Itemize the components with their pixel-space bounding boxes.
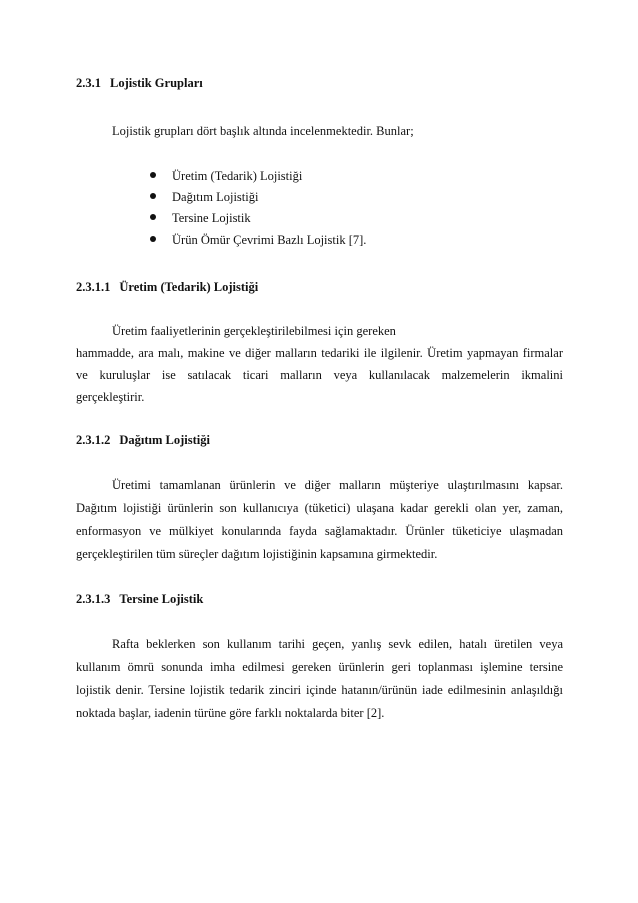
bullet-icon (150, 193, 156, 199)
list-item-label: Tersine Lojistik (172, 211, 251, 225)
paragraph-line: Dağıtım lojistiği ürünlerin son kullanıcıya (tüketici) ulaşana kadar gerekli olan yer, zaman, (76, 501, 563, 515)
list-item (150, 169, 303, 184)
list-item-label: Üretim (Tedarik) Lojistiği (172, 169, 303, 183)
paragraph-line: Üretim faaliyetlerinin gerçekleştirilebilmesi için gereken (112, 324, 396, 338)
paragraph-line: Lojistik grupları dört başlık altında incelenmektedir. Bunlar; (112, 124, 414, 138)
paragraph-line: kullanım ömrü sonunda imha edilmesi gereken ürünlerin geri toplanması işlemine tersine (76, 660, 563, 674)
paragraph-line: hammadde, ara malı, makine ve diğer malların tedariki ile ilgilenir. Üretim yapmayan firmalar (76, 346, 563, 360)
section-title: Üretim (Tedarik) Lojistiği (119, 280, 259, 294)
section-number: 2.3.1.2 (76, 433, 111, 447)
section-title: Lojistik Grupları (110, 76, 203, 90)
paragraph-line: gerçekleştirilen tüm süreçler dağıtım lojistiğinin kapsamına girmektedir. (76, 547, 438, 561)
paragraph-line: Rafta beklerken son kullanım tarihi geçen, yanlış sevk edilen, hatalı üretilen veya (112, 637, 563, 651)
section-heading-2-3-1-3 (76, 592, 203, 607)
paragraph-line: lojistik denir. Tersine lojistik tedarik zinciri içinde hatanın/ürünün iade edilmesinin anlaşıldığı (76, 683, 563, 697)
section-title: Tersine Lojistik (119, 592, 204, 606)
bullet-icon (150, 214, 156, 220)
paragraph-line: noktada başlar, iadenin türüne göre farklı noktalarda biter [2]. (76, 706, 385, 720)
bullet-icon (150, 172, 156, 178)
list-item-label: Dağıtım Lojistiği (172, 190, 259, 204)
paragraph-line: gerçekleştirir. (76, 390, 145, 404)
bullet-icon (150, 236, 156, 242)
section-number: 2.3.1 (76, 76, 101, 90)
section-number: 2.3.1.1 (76, 280, 111, 294)
paragraph-line: enformasyon ve mülkiyet konularında fayda sağlamaktadır. Ürünler tüketiciye ulaşmadan (76, 524, 563, 538)
paragraph-line: ve kuruluşlar ise satılacak ticari malların veya kullanılacak malzemelerin ikmalini (76, 368, 563, 382)
list-item (150, 190, 259, 205)
section-title: Dağıtım Lojistiği (119, 433, 210, 447)
list-item (150, 233, 367, 248)
list-item-label: Ürün Ömür Çevrimi Bazlı Lojistik [7]. (172, 233, 367, 247)
list-item (150, 211, 251, 226)
section-heading-2-3-1-2 (76, 433, 210, 448)
section-number: 2.3.1.3 (76, 592, 111, 606)
section-heading-2-3-1 (76, 76, 203, 91)
section-heading-2-3-1-1 (76, 280, 258, 295)
paragraph-line: Üretimi tamamlanan ürünlerin ve diğer malların müşteriye ulaştırılmasını kapsar. (112, 478, 563, 492)
